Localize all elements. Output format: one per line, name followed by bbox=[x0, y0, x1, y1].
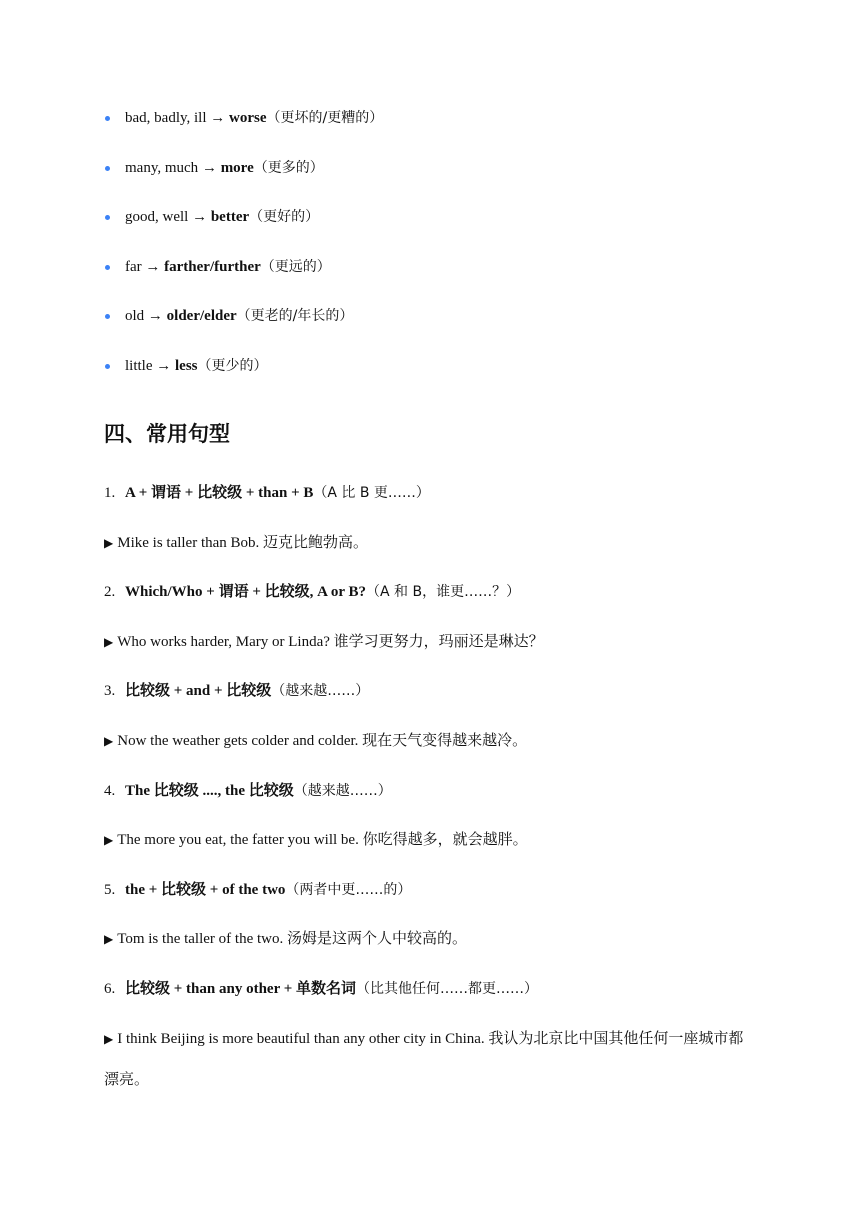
pattern-rule bbox=[104, 777, 754, 827]
pattern-example bbox=[104, 727, 754, 777]
pattern-number: 3. bbox=[104, 683, 116, 700]
arrow-icon: → bbox=[210, 110, 226, 126]
pattern-formula: the + 比较级 + of the two bbox=[125, 881, 286, 898]
arrow-icon: → bbox=[156, 357, 172, 374]
list-item bbox=[104, 302, 383, 352]
play-triangle-icon: ▶ bbox=[104, 932, 114, 947]
pattern-rule bbox=[104, 975, 754, 1025]
list-item bbox=[104, 104, 383, 154]
example-sentence: Tom is the taller of the two. 汤姆是这两个人中较高的。 bbox=[117, 931, 467, 948]
arrow-icon: → bbox=[201, 159, 217, 176]
arrow-icon: → bbox=[147, 308, 163, 325]
pattern-formula: 比较级 + and + 比较级 bbox=[125, 683, 272, 700]
comparative-form: better bbox=[210, 209, 250, 226]
meaning-note: （更远的） bbox=[260, 258, 331, 275]
example-sentence: Who works harder, Mary or Linda? 谁学习更努力，玛丽还是琳达？ bbox=[117, 633, 544, 650]
pattern-number: 5. bbox=[104, 881, 116, 898]
pattern-meaning: （两者中更……的） bbox=[285, 881, 412, 898]
bullet-icon bbox=[105, 166, 110, 171]
play-triangle-icon: ▶ bbox=[104, 634, 114, 649]
list-item bbox=[104, 154, 383, 204]
meaning-note: （更少的） bbox=[197, 357, 268, 374]
comparative-form: less bbox=[175, 357, 198, 374]
play-triangle-icon: ▶ bbox=[104, 733, 114, 748]
base-word: good, well bbox=[125, 209, 189, 226]
comparative-form: farther/further bbox=[164, 258, 261, 275]
base-word: many, much bbox=[125, 159, 199, 176]
meaning-note: （更坏的/更糟的） bbox=[266, 110, 384, 126]
pattern-formula: The 比较级 ...., the 比较级 bbox=[125, 782, 294, 799]
arrow-icon: → bbox=[145, 258, 161, 275]
list-item bbox=[104, 203, 383, 253]
list-item bbox=[104, 253, 383, 303]
pattern-example bbox=[104, 1019, 754, 1101]
bullet-icon bbox=[105, 116, 110, 121]
pattern-meaning: （A 比 B 更……） bbox=[313, 485, 430, 501]
arrow-icon: → bbox=[192, 209, 208, 226]
pattern-example bbox=[104, 628, 754, 678]
section-heading: 四、常用句型 bbox=[104, 422, 230, 446]
bullet-icon bbox=[105, 215, 110, 220]
pattern-formula: A + 谓语 + 比较级 + than + B bbox=[125, 485, 314, 501]
pattern-number: 2. bbox=[104, 584, 116, 601]
base-word: bad, badly, ill bbox=[125, 110, 207, 126]
meaning-note: （更好的） bbox=[249, 209, 320, 226]
play-triangle-icon: ▶ bbox=[104, 1031, 114, 1046]
comparative-form: more bbox=[220, 159, 254, 176]
pattern-number: 1. bbox=[104, 485, 116, 501]
example-sentence: The more you eat, the fatter you will be. 你吃得越多，就会越胖。 bbox=[117, 832, 528, 849]
pattern-rule bbox=[104, 876, 754, 926]
pattern-rule bbox=[104, 677, 754, 727]
base-word: old bbox=[125, 308, 145, 325]
pattern-number: 6. bbox=[104, 980, 116, 997]
pattern-rule bbox=[104, 578, 754, 628]
play-triangle-icon: ▶ bbox=[104, 833, 114, 848]
pattern-number: 4. bbox=[104, 782, 116, 799]
pattern-meaning: （比其他任何……都更……） bbox=[356, 980, 538, 997]
comparative-form: older/elder bbox=[166, 308, 237, 325]
pattern-example bbox=[104, 826, 754, 876]
sentence-patterns bbox=[104, 479, 754, 1101]
pattern-example bbox=[104, 925, 754, 975]
meaning-note: （更多的） bbox=[253, 159, 324, 176]
bullet-icon bbox=[105, 265, 110, 270]
pattern-meaning: （越来越……） bbox=[293, 782, 392, 799]
pattern-meaning: （A 和 B，谁更……？） bbox=[366, 584, 521, 601]
pattern-formula: 比较级 + than any other + 单数名词 bbox=[125, 980, 356, 997]
example-sentence: I think Beijing is more beautiful than any other city in China. 我认为北京比中国其他任何一座城市都漂亮。 bbox=[104, 1030, 744, 1088]
list-item bbox=[104, 352, 383, 402]
bullet-icon bbox=[105, 314, 110, 319]
pattern-meaning: （越来越……） bbox=[271, 683, 370, 700]
play-triangle-icon: ▶ bbox=[104, 535, 114, 550]
pattern-example bbox=[104, 529, 754, 579]
base-word: little bbox=[125, 357, 153, 374]
comparative-form: worse bbox=[229, 110, 267, 126]
base-word: far bbox=[125, 258, 142, 275]
example-sentence: Now the weather gets colder and colder. 现在天气变得越来越冷。 bbox=[117, 732, 528, 749]
pattern-rule bbox=[104, 479, 754, 529]
bullet-icon bbox=[105, 364, 110, 369]
pattern-formula: Which/Who + 谓语 + 比较级, A or B? bbox=[125, 584, 367, 601]
example-sentence: Mike is taller than Bob. 迈克比鲍勃高。 bbox=[117, 534, 369, 551]
meaning-note: （更老的/年长的） bbox=[236, 308, 354, 325]
irregular-comparatives-list bbox=[104, 104, 383, 402]
